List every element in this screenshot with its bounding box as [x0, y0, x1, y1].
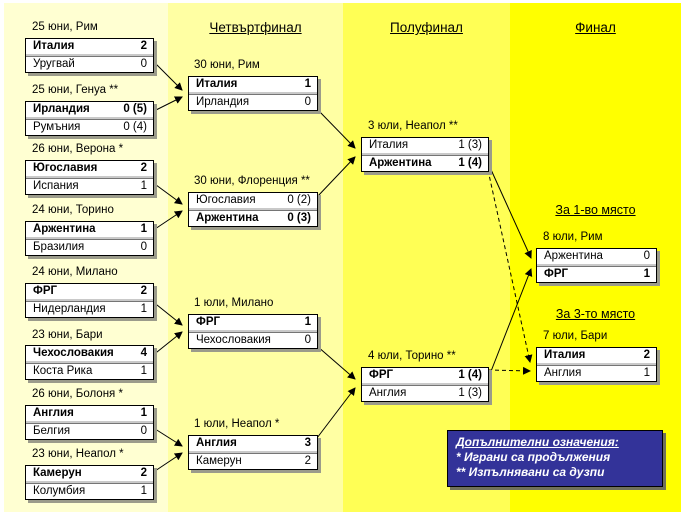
team-score: 2 — [643, 349, 650, 361]
team-row — [26, 39, 153, 54]
team-name: Англия — [33, 407, 74, 419]
header-semifinal — [343, 20, 510, 35]
team-row — [26, 117, 153, 135]
team-name: Италия — [196, 78, 238, 90]
team-row — [362, 138, 488, 153]
team-row — [26, 222, 153, 237]
team-name: Аржентина — [544, 250, 603, 262]
team-score: 0 (3) — [287, 212, 311, 224]
team-score: 1 — [140, 180, 147, 192]
team-score: 0 — [140, 241, 147, 253]
match-date: 23 юни, Бари — [32, 329, 103, 341]
match-date: 24 юни, Торино — [32, 204, 114, 216]
team-name: Италия — [544, 349, 586, 361]
header-third-place-label: За 3-то място — [555, 307, 636, 321]
team-row — [189, 436, 317, 451]
team-name: Ирландия — [196, 96, 250, 108]
team-score: 1 — [140, 485, 147, 497]
match-qf-1 — [188, 76, 318, 111]
team-score: 2 — [140, 467, 147, 479]
team-score: 2 — [140, 40, 147, 52]
match-date: 7 юли, Бари — [543, 330, 608, 342]
team-name: Англия — [369, 387, 407, 399]
match-qf-3 — [188, 314, 318, 349]
team-name: Камерун — [33, 467, 82, 479]
team-score: 0 (2) — [287, 194, 311, 206]
match-r16-3 — [25, 160, 154, 195]
match-r16-2 — [25, 101, 154, 136]
match-date: 8 юли, Рим — [543, 231, 603, 243]
team-name: Италия — [369, 139, 409, 151]
team-score: 1 — [643, 367, 650, 379]
match-date: 3 юли, Неапол ** — [368, 120, 458, 132]
team-name: Коста Рика — [33, 365, 93, 377]
match-date: 1 юли, Милано — [194, 297, 274, 309]
team-score: 2 — [140, 162, 147, 174]
match-r16-4 — [25, 221, 154, 256]
legend-box — [447, 430, 663, 487]
match-date: 30 юни, Флоренция ** — [194, 175, 310, 187]
team-name: ФРГ — [369, 369, 394, 381]
team-row — [26, 176, 153, 194]
team-score: 0 — [643, 250, 650, 262]
team-row — [26, 421, 153, 439]
team-row — [26, 361, 153, 379]
team-row — [189, 92, 317, 110]
team-name: Ирландия — [33, 103, 90, 115]
team-name: Югославия — [33, 162, 98, 174]
team-row — [189, 193, 317, 208]
team-score: 1 — [304, 316, 311, 328]
legend-line-extra-time: * Играни са продължения — [456, 450, 611, 464]
match-sf-1 — [361, 137, 489, 172]
team-score: 1 (4) — [458, 157, 482, 169]
team-name: Бразилия — [33, 241, 85, 253]
team-row — [189, 77, 317, 92]
match-r16-5 — [25, 283, 154, 318]
team-name: ФРГ — [196, 316, 221, 328]
match-third-place — [536, 347, 657, 382]
team-score: 1 — [140, 303, 147, 315]
team-score: 1 — [643, 268, 650, 280]
header-quarterfinal — [168, 20, 343, 35]
team-score: 0 — [140, 58, 147, 70]
team-score: 0 (4) — [123, 121, 147, 133]
team-row — [537, 363, 656, 381]
team-score: 3 — [304, 437, 311, 449]
team-score: 4 — [140, 347, 147, 359]
team-name: Испания — [33, 180, 79, 192]
team-score: 2 — [304, 455, 311, 467]
team-row — [537, 348, 656, 363]
team-name: Аржентина — [33, 223, 96, 235]
team-row — [362, 153, 488, 171]
team-row — [537, 264, 656, 282]
header-final — [510, 20, 681, 35]
header-semifinal-label: Полуфинал — [390, 20, 463, 35]
team-name: Чехословакия — [196, 334, 271, 346]
team-row — [26, 466, 153, 481]
team-score: 1 — [304, 78, 311, 90]
match-date: 1 юли, Неапол * — [194, 418, 280, 430]
match-final — [536, 248, 657, 283]
team-name: Камерун — [196, 455, 242, 467]
match-date: 4 юли, Торино ** — [368, 350, 456, 362]
team-row — [26, 406, 153, 421]
team-score: 0 (5) — [123, 103, 147, 115]
team-row — [26, 102, 153, 117]
team-name: Италия — [33, 40, 75, 52]
team-name: Югославия — [196, 194, 256, 206]
legend-line-penalties: ** Изпълнявани са дузпи — [456, 465, 605, 479]
match-date: 25 юни, Генуа ** — [32, 84, 119, 96]
team-row — [26, 481, 153, 499]
match-date: 23 юни, Неапол * — [32, 448, 124, 460]
match-r16-1 — [25, 38, 154, 73]
team-score: 0 — [304, 96, 311, 108]
match-date: 30 юни, Рим — [194, 59, 260, 71]
header-third-place — [510, 307, 681, 321]
team-row — [189, 451, 317, 469]
team-name: ФРГ — [544, 268, 569, 280]
team-row — [26, 54, 153, 72]
match-date: 26 юни, Верона * — [32, 143, 124, 155]
team-row — [189, 315, 317, 330]
match-qf-4 — [188, 435, 318, 470]
team-row — [362, 368, 488, 383]
team-row — [26, 161, 153, 176]
team-score: 1 — [140, 223, 147, 235]
team-name: ФРГ — [33, 285, 58, 297]
match-r16-8 — [25, 465, 154, 500]
match-qf-2 — [188, 192, 318, 227]
team-score: 1 — [140, 407, 147, 419]
team-row — [26, 299, 153, 317]
match-r16-7 — [25, 405, 154, 440]
team-name: Аржентина — [196, 212, 259, 224]
header-final-label: Финал — [575, 20, 616, 35]
team-score: 1 (3) — [458, 139, 482, 151]
team-name: Аржентина — [369, 157, 432, 169]
match-date: 25 юни, Рим — [32, 21, 98, 33]
match-sf-2 — [361, 367, 489, 402]
team-score: 1 (3) — [458, 387, 482, 399]
team-row — [362, 383, 488, 401]
team-score: 1 — [140, 365, 147, 377]
team-row — [26, 237, 153, 255]
team-score: 2 — [140, 285, 147, 297]
team-name: Чехословакия — [33, 347, 114, 359]
team-row — [189, 208, 317, 226]
team-row — [537, 249, 656, 264]
team-row — [189, 330, 317, 348]
legend-title: Допълнителни означения: — [456, 435, 619, 449]
team-name: Белгия — [33, 425, 71, 437]
match-date: 24 юни, Милано — [32, 266, 118, 278]
team-name: Румъния — [33, 121, 81, 133]
match-date: 26 юни, Болоня * — [32, 388, 123, 400]
header-first-place — [510, 203, 681, 217]
team-row — [26, 346, 153, 361]
team-score: 0 — [304, 334, 311, 346]
team-name: Англия — [544, 367, 582, 379]
team-name: Нидерландия — [33, 303, 106, 315]
team-name: Колумбия — [33, 485, 86, 497]
team-name: Англия — [196, 437, 237, 449]
team-row — [26, 284, 153, 299]
team-score: 0 — [140, 425, 147, 437]
team-score: 1 (4) — [458, 369, 482, 381]
header-first-place-label: За 1-во място — [555, 203, 636, 217]
match-r16-6 — [25, 345, 154, 380]
header-quarterfinal-label: Четвъртфинал — [209, 20, 302, 35]
team-name: Уругвай — [33, 58, 75, 70]
